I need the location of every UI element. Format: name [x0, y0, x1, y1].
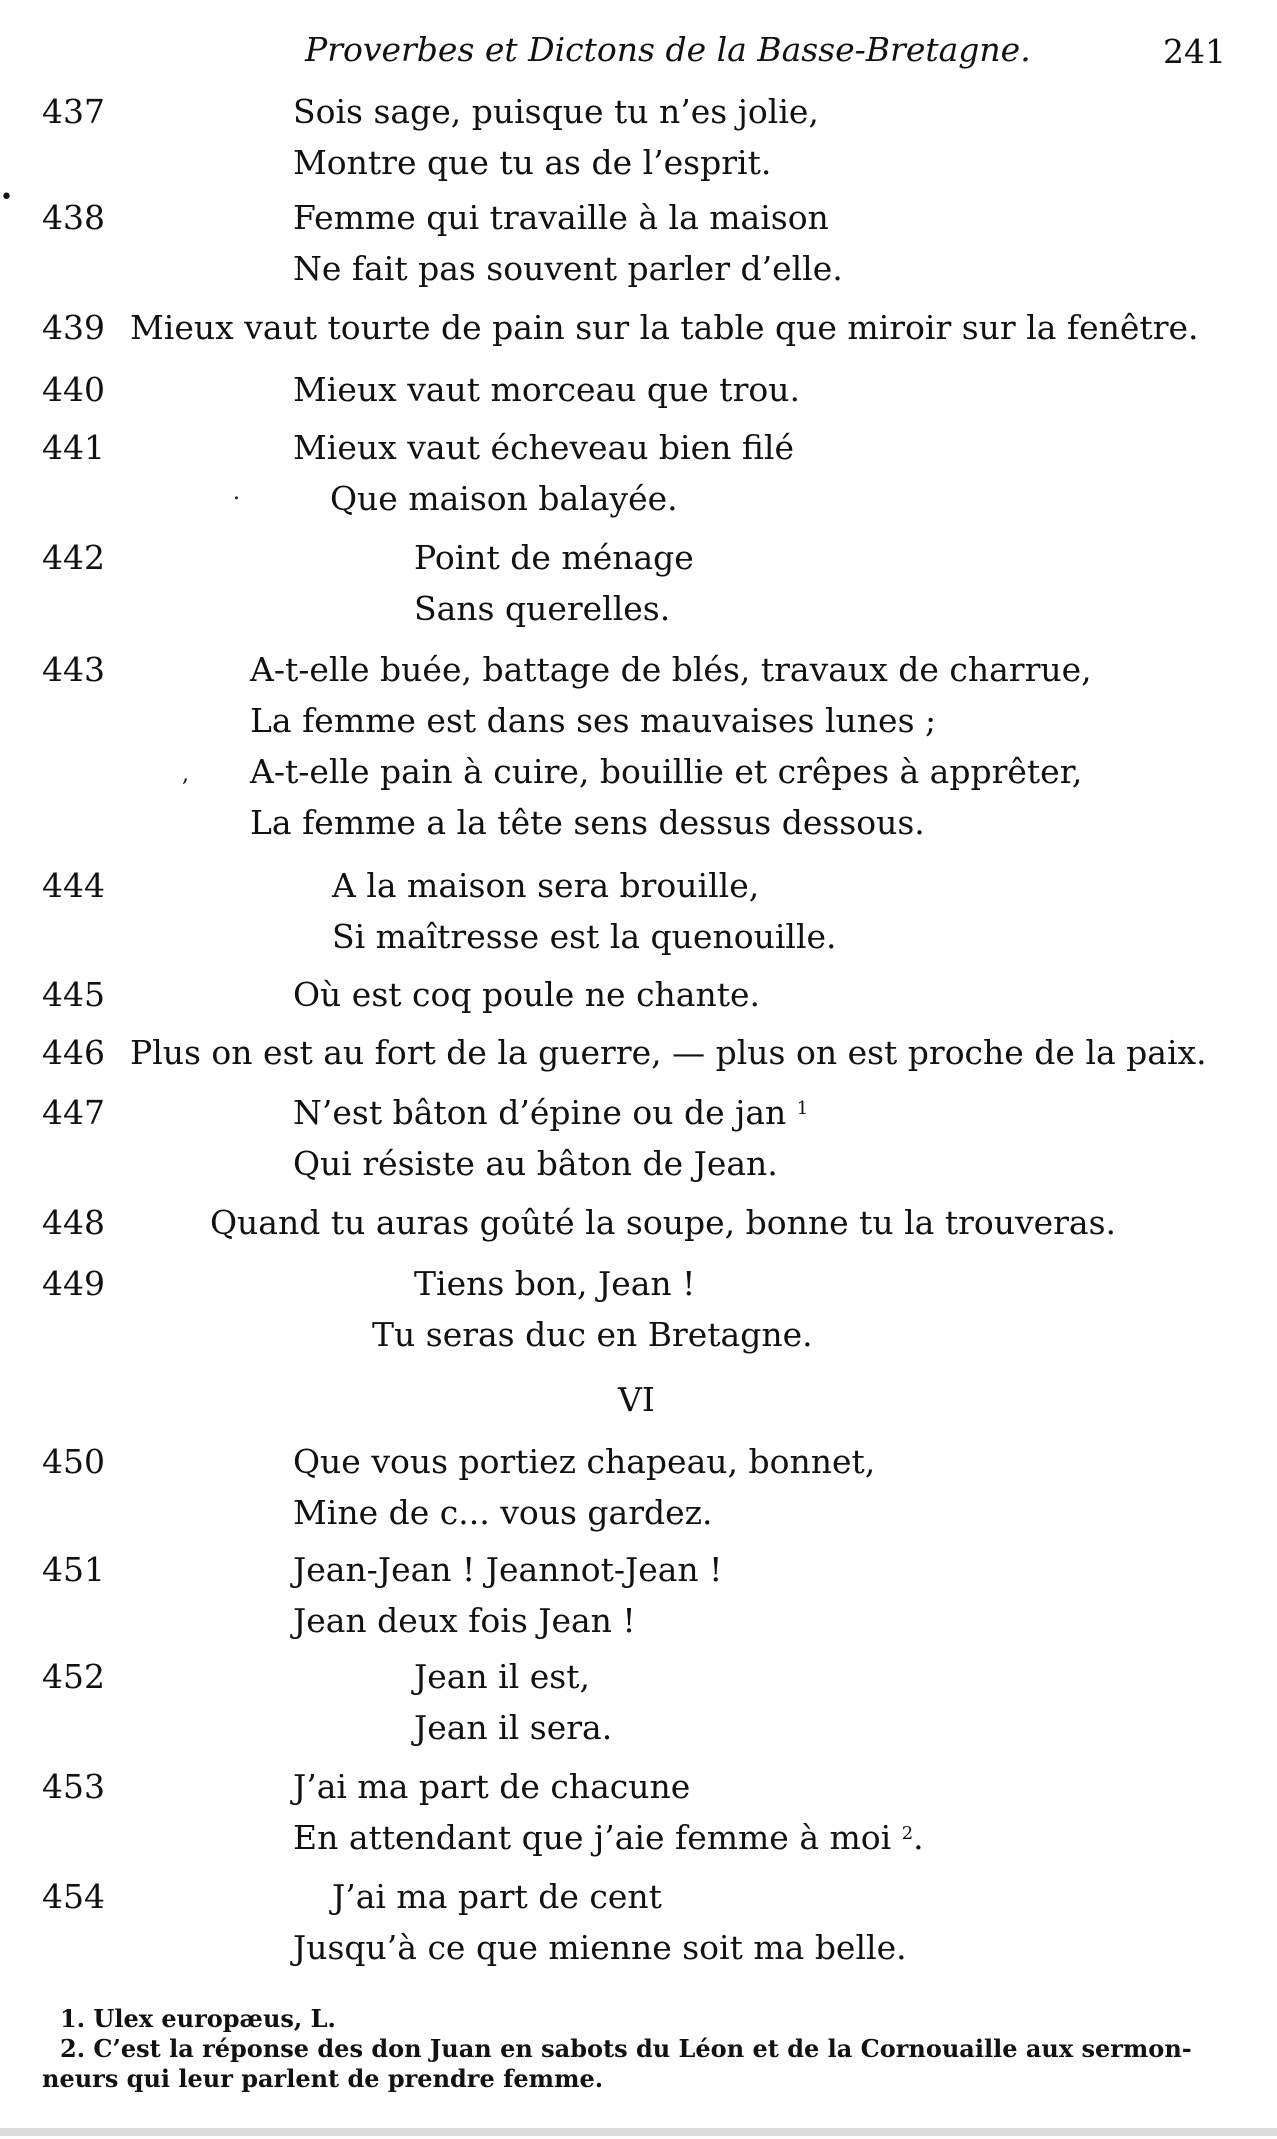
margin-mark: •	[0, 185, 13, 210]
footnote-ref: 1	[796, 1098, 809, 1119]
proverb-number: 451	[42, 1550, 105, 1589]
proverb-text: N’est bâton d’épine ou de jan	[293, 1093, 787, 1132]
proverb-number: 442	[42, 538, 105, 577]
proverb-line: Jusqu’à ce que mienne soit ma belle.	[293, 1928, 907, 1967]
proverb-number: 448	[42, 1203, 105, 1242]
stray-mark: ,	[182, 762, 189, 787]
proverb-number: 440	[42, 370, 105, 409]
proverb-line: Où est coq poule ne chante.	[293, 975, 761, 1014]
proverb-line: Plus on est au fort de la guerre, — plus on est proche de la paix.	[130, 1033, 1207, 1072]
proverb-line: La femme a la tête sens dessus dessous.	[250, 803, 925, 842]
proverb-line: Que maison balayée.	[330, 479, 678, 518]
proverb-number: 449	[42, 1264, 105, 1303]
proverb-line: Qui résiste au bâton de Jean.	[293, 1144, 778, 1183]
proverb-line: Mine de c... vous gardez.	[293, 1493, 713, 1532]
proverb-line: Point de ménage	[414, 538, 694, 577]
proverb-line: Mieux vaut morceau que trou.	[293, 370, 800, 409]
proverb-line: Femme qui travaille à la maison	[293, 198, 829, 237]
proverb-number: 437	[42, 92, 105, 131]
proverb-number: 454	[42, 1877, 105, 1916]
proverb-line: Jean deux fois Jean !	[293, 1601, 636, 1640]
proverb-number: 445	[42, 975, 105, 1014]
proverb-number: 443	[42, 650, 105, 689]
stray-mark: .	[233, 480, 240, 505]
proverb-number: 444	[42, 866, 105, 905]
proverb-line: La femme est dans ses mauvaises lunes ;	[250, 701, 937, 740]
proverb-line: Sois sage, puisque tu n’es jolie,	[293, 92, 819, 131]
proverb-line: Mieux vaut écheveau bien filé	[293, 428, 794, 467]
proverb-line: Tiens bon, Jean !	[414, 1264, 696, 1303]
footnote-ref: 2	[901, 1823, 914, 1844]
proverb-number: 441	[42, 428, 105, 467]
proverb-line: Quand tu auras goûté la soupe, bonne tu la trouveras.	[210, 1203, 1117, 1242]
page-header	[0, 30, 1277, 80]
proverb-line: Sans querelles.	[414, 589, 671, 628]
footnote: 1. Ulex europæus, L.	[60, 2004, 336, 2033]
proverb-number: 439	[42, 308, 105, 347]
page-edge-shadow	[0, 2128, 1277, 2136]
footnote: 2. C’est la réponse des don Juan en sabots du Léon et de la Cornouaille aux sermon-	[60, 2034, 1192, 2063]
proverb-line	[293, 1093, 808, 1132]
proverb-number: 450	[42, 1442, 105, 1481]
page-number: 241	[1163, 32, 1226, 71]
proverb-line: Tu seras duc en Bretagne.	[372, 1315, 813, 1354]
proverb-line: A-t-elle pain à cuire, bouillie et crêpes à apprêter,	[250, 752, 1083, 791]
proverb-number: 447	[42, 1093, 105, 1132]
proverb-line: Si maîtresse est la quenouille.	[332, 917, 837, 956]
proverb-line: J’ai ma part de chacune	[293, 1767, 691, 1806]
footnotes	[42, 2004, 1240, 2094]
proverb-number: 438	[42, 198, 105, 237]
proverb-line: Montre que tu as de l’esprit.	[293, 143, 772, 182]
section-heading: VI	[618, 1380, 655, 1419]
proverb-line: En attendant que j’aie femme à moi $^2$.	[293, 1818, 924, 1857]
proverb-number: 446	[42, 1033, 105, 1072]
running-title: Proverbes et Dictons de la Basse-Bretagne.	[305, 30, 1031, 69]
proverb-line: Jean il est,	[414, 1657, 590, 1696]
proverb-line: A-t-elle buée, battage de blés, travaux de charrue,	[250, 650, 1092, 689]
proverb-line: A la maison sera brouille,	[332, 866, 760, 905]
footnote: neurs qui leur parlent de prendre femme.	[42, 2064, 604, 2093]
proverb-number: 453	[42, 1767, 105, 1806]
proverb-line: Que vous portiez chapeau, bonnet,	[293, 1442, 876, 1481]
proverb-line: Mieux vaut tourte de pain sur la table que miroir sur la fenêtre.	[130, 308, 1199, 347]
proverb-line: J’ai ma part de cent	[332, 1877, 662, 1916]
proverb-line: Ne fait pas souvent parler d’elle.	[293, 249, 843, 288]
proverb-line: Jean-Jean ! Jeannot-Jean !	[293, 1550, 723, 1589]
proverb-line: Jean il sera.	[414, 1708, 613, 1747]
proverb-text: En attendant que j’aie femme à moi	[293, 1818, 892, 1857]
proverb-number: 452	[42, 1657, 105, 1696]
